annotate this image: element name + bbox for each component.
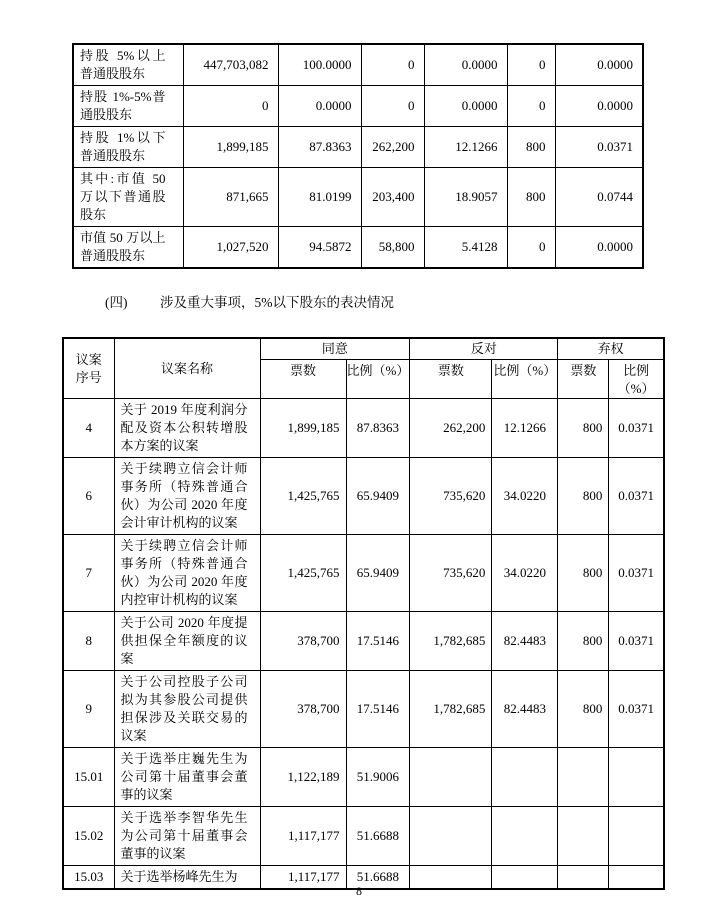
header-proposal-no-line2: 序号 — [75, 369, 102, 385]
against-ratio-cell: 5.4128 — [424, 227, 507, 269]
shareholder-category-label: 持股 5%以上普通股股东 — [73, 44, 183, 86]
against-votes-cell — [410, 748, 492, 807]
proposal-number-cell: 9 — [63, 671, 114, 748]
agree-ratio-cell: 17.5146 — [346, 671, 410, 748]
proposal-number-cell: 7 — [63, 535, 114, 612]
abstain-ratio-cell: 0.0371 — [609, 399, 664, 458]
against-ratio-cell: 12.1266 — [492, 399, 558, 458]
abstain-votes-cell: 800 — [558, 458, 609, 535]
section-number: (四) — [105, 295, 128, 310]
agree-ratio-cell: 87.8363 — [278, 127, 361, 168]
table-header-row — [63, 338, 664, 360]
header-proposal-name: 议案名称 — [114, 338, 260, 399]
proposal-number-cell: 15.02 — [63, 807, 114, 866]
abstain-ratio-cell: 0.0000 — [555, 44, 643, 86]
table-row — [63, 748, 664, 807]
proposal-vote-table — [62, 337, 665, 890]
table-row — [63, 671, 664, 748]
abstain-ratio-cell: 0.0371 — [609, 535, 664, 612]
header-proposal-no-line1: 议案 — [75, 351, 102, 367]
table-row — [73, 168, 643, 227]
proposal-number-cell: 4 — [63, 399, 114, 458]
against-ratio-cell: 82.4483 — [492, 671, 558, 748]
agree-votes-cell: 0 — [183, 86, 278, 127]
agree-votes-cell: 1,425,765 — [260, 535, 346, 612]
abstain-votes-cell: 800 — [507, 127, 555, 168]
abstain-votes-cell: 800 — [558, 399, 609, 458]
agree-ratio-cell: 51.9006 — [346, 748, 410, 807]
agree-ratio-cell: 94.5872 — [278, 227, 361, 269]
against-votes-cell: 0 — [361, 44, 424, 86]
against-ratio-cell: 34.0220 — [492, 458, 558, 535]
table-row — [63, 807, 664, 866]
agree-ratio-cell: 81.0199 — [278, 168, 361, 227]
agree-votes-cell: 378,700 — [260, 671, 346, 748]
header-abstain-ratio — [609, 360, 664, 399]
abstain-votes-cell: 0 — [507, 227, 555, 269]
header-against-votes: 票数 — [410, 360, 492, 399]
abstain-ratio-cell: 0.0000 — [555, 227, 643, 269]
agree-votes-cell: 1,899,185 — [183, 127, 278, 168]
abstain-votes-cell: 800 — [507, 168, 555, 227]
shareholder-category-label: 市值 50 万以上普通股股东 — [73, 227, 183, 269]
against-votes-cell: 735,620 — [410, 458, 492, 535]
agree-ratio-cell: 51.6688 — [346, 807, 410, 866]
abstain-votes-cell: 0 — [507, 44, 555, 86]
agree-votes-cell: 1,117,177 — [260, 807, 346, 866]
section-heading — [105, 294, 394, 311]
against-ratio-cell — [492, 748, 558, 807]
table-row — [63, 458, 664, 535]
shareholder-category-label: 持股 1%-5%普通股股东 — [73, 86, 183, 127]
agree-votes-cell: 447,703,082 — [183, 44, 278, 86]
abstain-ratio-cell: 0.0744 — [555, 168, 643, 227]
against-votes-cell: 735,620 — [410, 535, 492, 612]
against-votes-cell: 262,200 — [410, 399, 492, 458]
header-abstain-ratio-line2: （%） — [617, 381, 655, 396]
proposal-name-cell: 关于选举杨峰先生为 — [114, 866, 260, 890]
against-ratio-cell: 34.0220 — [492, 535, 558, 612]
proposal-name-cell: 关于续聘立信会计师事务所（特殊普通合伙）为公司 2020 年度会计审计机构的议案 — [114, 458, 260, 535]
against-ratio-cell — [492, 807, 558, 866]
abstain-votes-cell: 800 — [558, 612, 609, 671]
header-proposal-no — [63, 338, 114, 399]
against-votes-cell — [410, 807, 492, 866]
proposal-number-cell: 15.03 — [63, 866, 114, 890]
agree-votes-cell: 1,425,765 — [260, 458, 346, 535]
agree-votes-cell: 1,122,189 — [260, 748, 346, 807]
header-abstain-group: 弃权 — [558, 338, 664, 360]
against-votes-cell: 262,200 — [361, 127, 424, 168]
agree-votes-cell: 1,899,185 — [260, 399, 346, 458]
table-row — [63, 399, 664, 458]
against-votes-cell: 0 — [361, 86, 424, 127]
table-row — [63, 612, 664, 671]
abstain-ratio-cell: 0.0371 — [609, 671, 664, 748]
shareholder-category-label: 其中:市值 50 万以下普通股股东 — [73, 168, 183, 227]
abstain-votes-cell: 0 — [507, 86, 555, 127]
against-votes-cell: 1,782,685 — [410, 671, 492, 748]
agree-ratio-cell: 0.0000 — [278, 86, 361, 127]
proposal-number-cell: 15.01 — [63, 748, 114, 807]
abstain-votes-cell — [558, 748, 609, 807]
against-votes-cell: 1,782,685 — [410, 612, 492, 671]
against-votes-cell: 58,800 — [361, 227, 424, 269]
page-number: 8 — [356, 884, 362, 898]
agree-ratio-cell: 51.6688 — [346, 866, 410, 890]
proposal-name-cell: 关于 2019 年度利润分配及资本公积转增股本方案的议案 — [114, 399, 260, 458]
agree-votes-cell: 378,700 — [260, 612, 346, 671]
agree-ratio-cell: 100.0000 — [278, 44, 361, 86]
abstain-ratio-cell — [609, 748, 664, 807]
table-row — [73, 86, 643, 127]
agree-votes-cell: 1,117,177 — [260, 866, 346, 890]
abstain-votes-cell: 800 — [558, 535, 609, 612]
header-abstain-votes: 票数 — [558, 360, 609, 399]
shareholder-category-label: 持股 1%以下普通股股东 — [73, 127, 183, 168]
table-row — [63, 535, 664, 612]
shareholder-category-table — [72, 43, 644, 269]
table-row — [73, 127, 643, 168]
against-votes-cell: 203,400 — [361, 168, 424, 227]
against-ratio-cell: 82.4483 — [492, 612, 558, 671]
agree-ratio-cell: 17.5146 — [346, 612, 410, 671]
header-agree-group: 同意 — [260, 338, 410, 360]
abstain-votes-cell — [558, 807, 609, 866]
abstain-ratio-cell: 0.0371 — [555, 127, 643, 168]
proposal-number-cell: 8 — [63, 612, 114, 671]
header-abstain-ratio-line1: 比例 — [623, 363, 650, 378]
abstain-votes-cell: 800 — [558, 671, 609, 748]
header-against-group: 反对 — [410, 338, 558, 360]
abstain-ratio-cell — [609, 807, 664, 866]
agree-votes-cell: 1,027,520 — [183, 227, 278, 269]
against-ratio-cell: 0.0000 — [424, 44, 507, 86]
proposal-number-cell: 6 — [63, 458, 114, 535]
header-agree-ratio: 比例（%） — [346, 360, 410, 399]
proposal-name-cell: 关于公司控股子公司拟为其参股公司提供担保涉及关联交易的议案 — [114, 671, 260, 748]
abstain-ratio-cell: 0.0371 — [609, 458, 664, 535]
abstain-ratio-cell: 0.0371 — [609, 612, 664, 671]
proposal-name-cell: 关于选举庄巍先生为公司第十届董事会董事的议案 — [114, 748, 260, 807]
agree-ratio-cell: 65.9409 — [346, 458, 410, 535]
table-row — [73, 227, 643, 269]
agree-ratio-cell: 87.8363 — [346, 399, 410, 458]
abstain-ratio-cell: 0.0000 — [555, 86, 643, 127]
proposal-name-cell: 关于公司 2020 年度提供担保全年额度的议案 — [114, 612, 260, 671]
agree-ratio-cell: 65.9409 — [346, 535, 410, 612]
against-ratio-cell: 12.1266 — [424, 127, 507, 168]
header-against-ratio: 比例（%） — [492, 360, 558, 399]
proposal-name-cell: 关于选举李智华先生为公司第十届董事会董事的议案 — [114, 807, 260, 866]
against-ratio-cell: 0.0000 — [424, 86, 507, 127]
table-row — [73, 44, 643, 86]
against-ratio-cell: 18.9057 — [424, 168, 507, 227]
proposal-name-cell: 关于续聘立信会计师事务所（特殊普通合伙）为公司 2020 年度内控审计机构的议案 — [114, 535, 260, 612]
section-title: 涉及重大事项，5%以下股东的表决情况 — [160, 295, 394, 310]
header-agree-votes: 票数 — [260, 360, 346, 399]
agree-votes-cell: 871,665 — [183, 168, 278, 227]
